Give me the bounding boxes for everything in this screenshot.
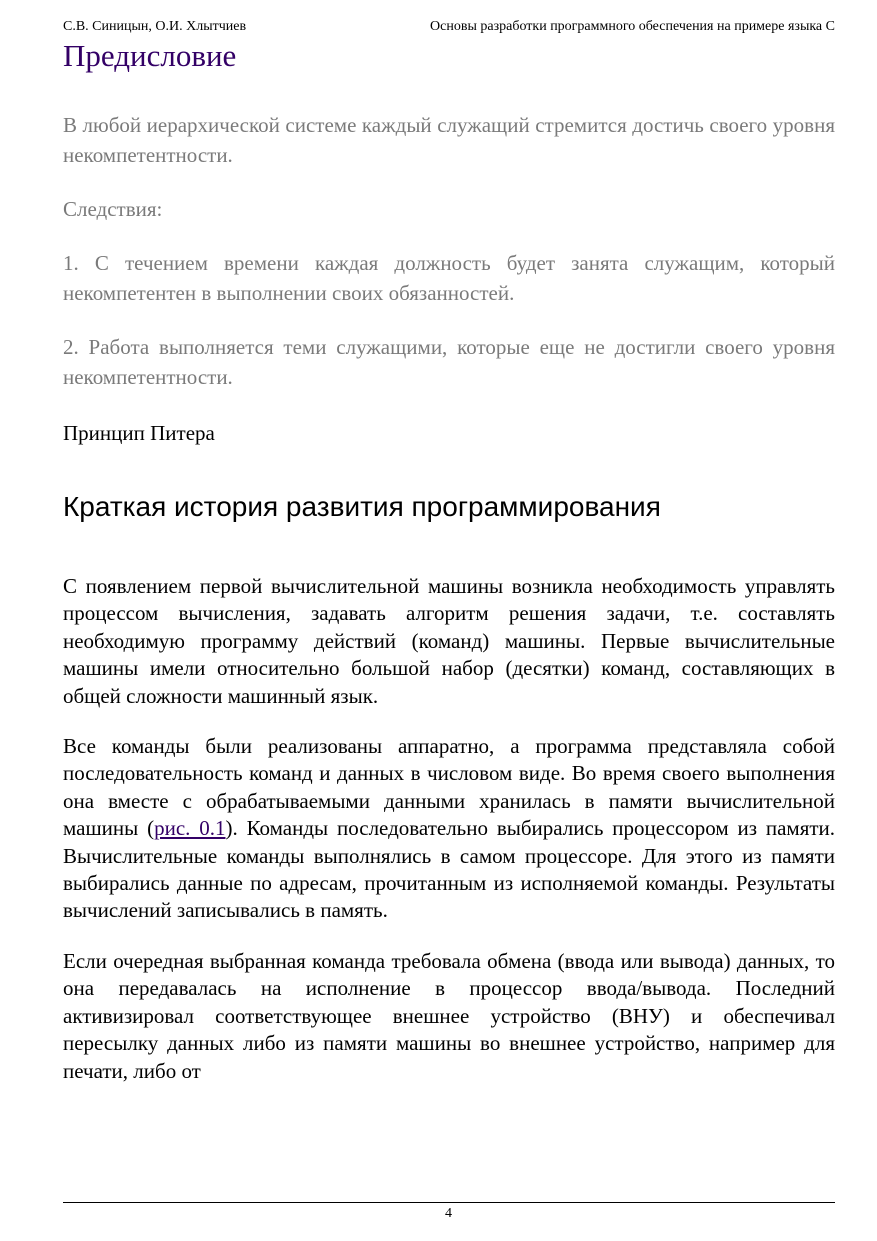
header-authors: С.В. Синицын, О.И. Хлытчиев	[63, 19, 247, 34]
history-paragraph-3: Если очередная выбранная команда требовала обмена (ввода или вывода) данных, то она передавалась на исполнение в процессор ввода/вывода. Последний активизировал соответствующее внешнее устройство (ВНУ) и обеспечивал пересылку данных либо из памяти машины во внешнее устройство, например для печати, либо от	[63, 948, 835, 1083]
epigraph-consequence-2: 2. Работа выполняется теми служащими, которые еще не достигли своего уровня некомпетентности.	[63, 335, 835, 389]
page-header	[63, 17, 835, 37]
preface-title: Предисловие	[63, 38, 237, 73]
epigraph-consequence-1: 1. С течением времени каждая должность будет занята служащим, который некомпетентен в выполнении своих обязанностей.	[63, 251, 835, 305]
history-section-title: Краткая история развития программирования	[63, 491, 661, 522]
epigraph	[63, 110, 835, 416]
figure-link-0-1[interactable]: рис. 0.1	[154, 816, 226, 841]
epigraph-statement: В любой иерархической системе каждый служащий стремится достичь своего уровня некомпетентности.	[63, 113, 835, 167]
principle-name: Принцип Питера	[63, 421, 215, 445]
epigraph-consequences-label: Следствия:	[63, 197, 163, 221]
history-paragraph-1: С появлением первой вычислительной машины возникла необходимость управлять процессом вычисления, задавать алгоритм решения задачи, т.е. составлять необходимую программу действий (команд) машины. Первые вычислительные машины имели относительно большой набор (десятки) команд, составляющих в общей сложности машинный язык.	[63, 574, 835, 708]
paragraph-2-text-after: ). Команды последовательно выбирались процессором из памяти. Вычислительные команды выполнялись в самом процессоре. Для этого из памяти выбирались данные по адресам, прочитанным из исполняемой команды. Результаты вычислений записывались в память.	[63, 816, 835, 923]
header-book-title: Основы разработки программного обеспечения на примере языка С	[430, 19, 835, 34]
history-body	[63, 573, 835, 1185]
footer-divider	[63, 1202, 835, 1203]
paragraph-2-text-before: Все команды были реализованы аппаратно, а программа представляла собой последовательность команд и данных в числовом виде. Во время своего выполнения она вместе с обрабатываемыми данными хранилась в памяти вычислительной машины (	[63, 734, 835, 841]
page-number: 4	[445, 1206, 452, 1221]
history-paragraph-2	[63, 733, 835, 925]
